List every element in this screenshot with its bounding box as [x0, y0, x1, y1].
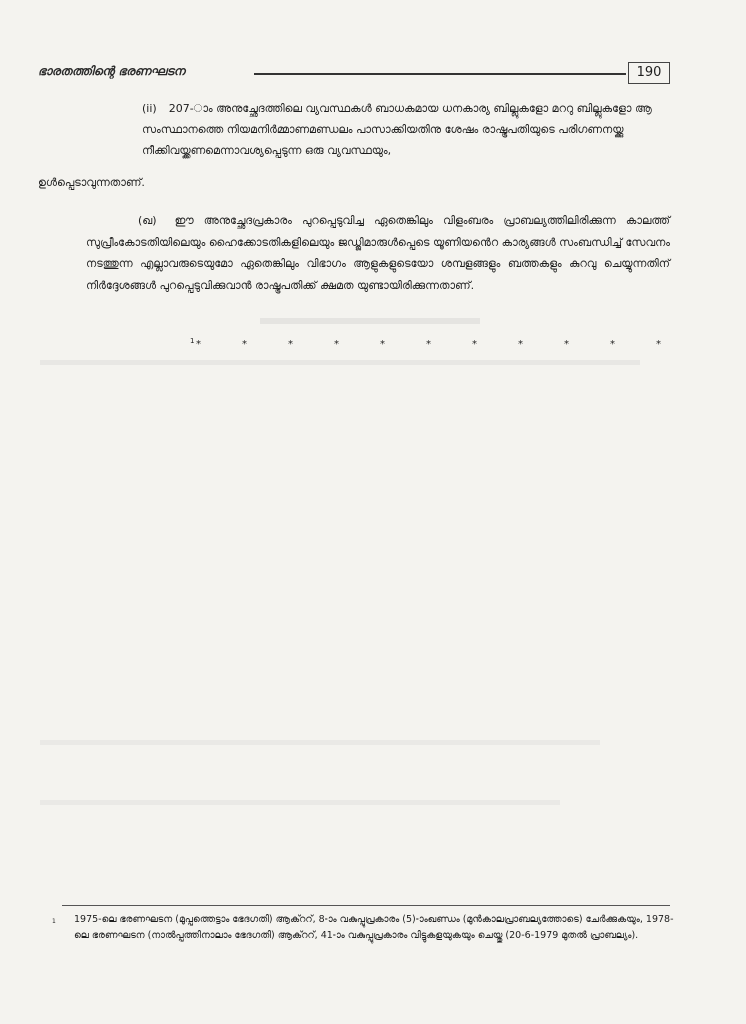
- omission-star: *: [610, 339, 615, 350]
- footnote-text: 1975-ലെ ഭരണഘടന (മുപ്പത്തെട്ടാം ഭേദഗതി) ആക്ററ്, 8-ാം വകുപ്പുപ്രകാരം (5)-ാംഖണ്ഡം (മുൻകാലപ്രാബല്യത്തോടെ) ചേർക്കുകയും, 1978-ലെ ഭരണഘടന (നാൽപ്പത്തിനാലാം ഭേദഗതി) ആക്ററ്, 41-ാം വകുപ്പുപ്രകാരം വിട്ടുകളയുകയും ചെയ്തു (20-6-1979 മുതൽ പ്രാബല്യം).: [74, 914, 674, 941]
- footnote-marker: 1: [52, 918, 56, 925]
- omission-star: *: [518, 339, 523, 350]
- page-number: 190: [628, 62, 670, 84]
- header-rule: [254, 73, 626, 75]
- omission-star: *: [334, 339, 339, 350]
- omission-star: *: [656, 339, 661, 350]
- bleed-through-mark: [40, 740, 600, 745]
- omission-star: *: [380, 339, 385, 350]
- included-text: ഉൾപ്പെടാവുന്നതാണ്.: [38, 176, 145, 189]
- omission-star: *: [242, 339, 247, 350]
- bleed-through-mark: [40, 800, 560, 805]
- omission-star: *: [564, 339, 569, 350]
- footnote: [52, 912, 674, 944]
- omission-star: *: [472, 339, 477, 350]
- header-title: ഭാരതത്തിന്റെ ഭരണഘടന: [38, 64, 185, 78]
- clause-ii-text: 207-ാം അനുച്ഛേദത്തിലെ വ്യവസ്ഥകൾ ബാധകമായ ധനകാര്യ ബില്ലുകളോ മററു ബില്ലുകളോ ആ സംസ്ഥാനത്തെ നിയമനിർമ്മാണമണ്ഡലം പാസാക്കിയതിനു ശേഷം രാഷ്ട്രപതിയുടെ പരിഗണനയ്ക്കു നീക്കിവയ്ക്കണമെന്നാവശ്യപ്പെടുന്ന ഒരു വ്യവസ്ഥയും,: [142, 102, 652, 157]
- clause-ii: [142, 98, 670, 161]
- clause-kha-label: (ഖ): [138, 214, 157, 227]
- footnote-rule: [62, 905, 670, 906]
- omission-footnote-marker: 1: [190, 337, 195, 345]
- running-header: [38, 62, 670, 84]
- omission-star: *: [288, 339, 293, 350]
- clause-kha: [86, 210, 670, 296]
- bleed-through-mark: [40, 360, 640, 365]
- omission-star: *: [426, 339, 431, 350]
- clause-kha-text: ഈ അനുച്ഛേദപ്രകാരം പുറപ്പെടുവിച്ച ഏതെങ്കിലും വിളംബരം പ്രാബല്യത്തിലിരിക്കുന്ന കാലത്ത് സുപ്രീംകോടതിയിലെയും ഹൈക്കോടതികളിലെയും ജഡ്ജിമാരുൾപ്പെടെ യൂണിയൻെറ കാര്യങ്ങൾ സംബന്ധിച്ച് സേവനം നടത്തുന്ന എല്ലാവരുടെയുമോ ഏതെങ്കിലും വിഭാഗം ആളുകളുടെയോ ശമ്പളങ്ങളും ബത്തകളും കുറവു ചെയ്യുന്നതിന് നിർദ്ദേശങ്ങൾ പുറപ്പെടുവിക്കുവാൻ രാഷ്ട്രപതിക്ക് ക്ഷമത യുണ്ടായിരിക്കുന്നതാണ്.: [86, 214, 670, 292]
- omission-star: *: [196, 339, 201, 350]
- bleed-through-mark: [260, 318, 480, 324]
- omission-stars: [190, 337, 672, 357]
- clause-ii-label: (ii): [142, 102, 157, 115]
